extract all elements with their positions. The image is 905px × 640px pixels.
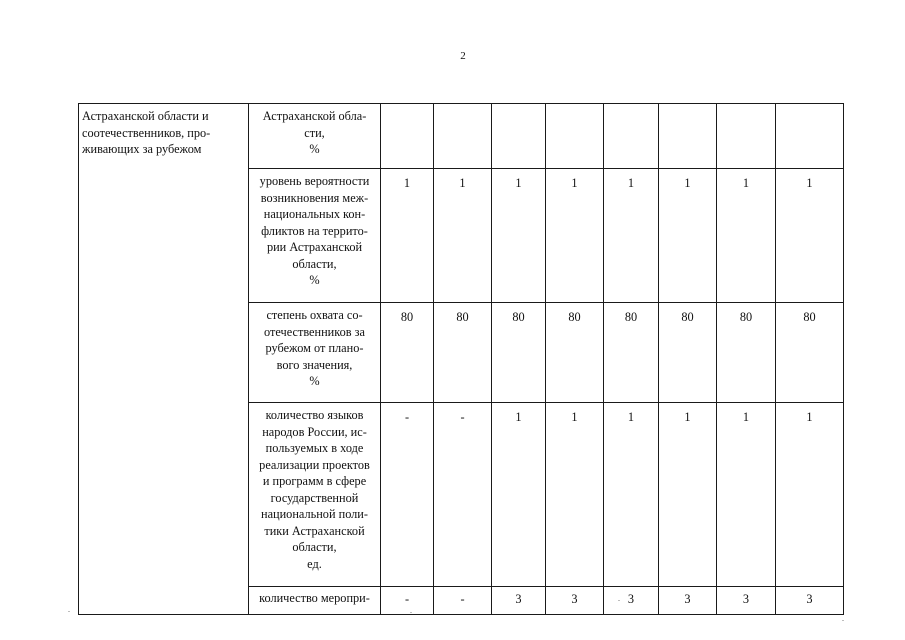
indicator-cell <box>249 587 381 615</box>
program-task-cell <box>79 104 249 615</box>
indicator-text-line: возникновения меж- <box>260 190 369 205</box>
table-row <box>79 104 844 169</box>
value-cell: 3 <box>546 587 604 615</box>
value-cell: - <box>434 587 492 615</box>
indicator-text-line: области, <box>292 256 337 271</box>
indicator-text-line: количество меропри- <box>259 591 370 605</box>
value-cell: 1 <box>492 403 546 587</box>
value-cell: 3 <box>604 587 659 615</box>
value-cell: 1 <box>546 169 604 303</box>
value-cell <box>776 104 844 169</box>
value-cell: 1 <box>434 169 492 303</box>
value-cell: 80 <box>492 303 546 403</box>
value-cell: 80 <box>717 303 776 403</box>
indicator-text-line: сти, <box>304 125 325 140</box>
indicator-text-line: % <box>309 374 320 388</box>
indicator-text-line: пользуемых в ходе <box>265 441 364 455</box>
indicator-text-line: национальной поли- <box>260 507 368 521</box>
indicators-table <box>78 103 844 615</box>
value-cell <box>381 104 434 169</box>
value-cell <box>492 104 546 169</box>
indicator-text-line: рии Астраханской <box>266 240 363 254</box>
indicator-text-line: тики Астраханской <box>264 523 365 538</box>
value-cell <box>546 104 604 169</box>
task-text-line: соотечественников, про- <box>82 125 211 140</box>
indicator-text-line: национальных кон- <box>263 207 366 221</box>
indicator-text-line: уровень вероятности <box>259 174 370 188</box>
value-cell <box>434 104 492 169</box>
task-text-line: Астраханской области и <box>82 109 209 123</box>
value-cell: 80 <box>381 303 434 403</box>
value-cell: 1 <box>659 403 717 587</box>
value-cell: 80 <box>434 303 492 403</box>
value-cell: 3 <box>492 587 546 615</box>
indicator-text-line: отечественников за <box>264 324 365 339</box>
value-cell: - <box>381 403 434 587</box>
value-cell: 3 <box>776 587 844 615</box>
indicator-text-line: области, <box>292 540 337 554</box>
indicator-cell <box>249 303 381 403</box>
scan-speck <box>68 611 70 612</box>
indicator-cell <box>249 169 381 303</box>
indicator-text-line: народов России, ис- <box>262 424 367 439</box>
scan-speck <box>618 600 620 601</box>
value-cell: 80 <box>659 303 717 403</box>
value-cell: 1 <box>381 169 434 303</box>
value-cell: - <box>434 403 492 587</box>
value-cell: 1 <box>604 403 659 587</box>
value-cell: 1 <box>604 169 659 303</box>
value-cell <box>604 104 659 169</box>
indicator-text-line: рубежом от плано- <box>265 341 364 355</box>
value-cell: 1 <box>717 403 776 587</box>
indicator-text-line: и программ в сфере <box>262 474 367 488</box>
value-cell: 1 <box>492 169 546 303</box>
indicator-text-line: количество языков <box>265 408 364 422</box>
value-cell: 1 <box>717 169 776 303</box>
page-number: 2 <box>460 50 466 62</box>
task-text-line: живающих за рубежом <box>82 142 202 156</box>
value-cell: 1 <box>776 403 844 587</box>
scan-speck <box>410 612 412 613</box>
value-cell <box>659 104 717 169</box>
value-cell: 1 <box>546 403 604 587</box>
indicator-text-line: реализации проектов <box>259 457 370 472</box>
indicator-cell <box>249 403 381 587</box>
indicator-text-line: вого значения, <box>276 357 353 372</box>
indicator-text-line: % <box>309 273 320 287</box>
indicator-text-line: фликтов на террито- <box>261 223 368 238</box>
indicator-text-line: Астраханской обла- <box>262 109 367 123</box>
value-cell: - <box>381 587 434 615</box>
indicator-text-line: государственной <box>270 490 359 505</box>
value-cell: 3 <box>717 587 776 615</box>
indicator-text-line: % <box>309 142 320 156</box>
value-cell: 80 <box>776 303 844 403</box>
value-cell: 1 <box>776 169 844 303</box>
value-cell: 80 <box>546 303 604 403</box>
value-cell: 3 <box>659 587 717 615</box>
indicator-text-line: ед. <box>307 556 322 571</box>
scan-speck <box>842 620 844 621</box>
indicator-cell <box>249 104 381 169</box>
value-cell <box>717 104 776 169</box>
value-cell: 1 <box>659 169 717 303</box>
value-cell: 80 <box>604 303 659 403</box>
indicator-text-line: степень охвата со- <box>266 308 363 322</box>
